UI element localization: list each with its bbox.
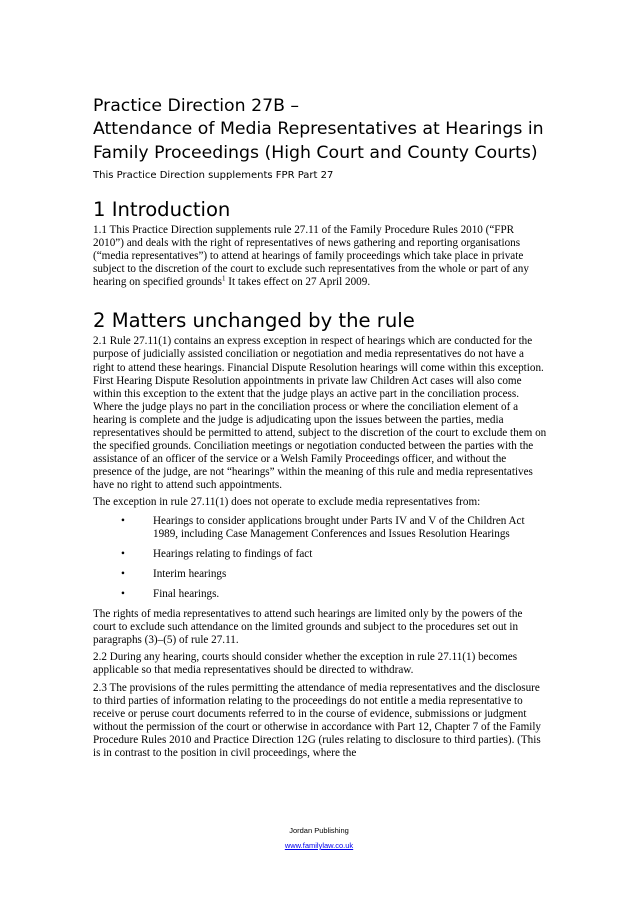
list-item-text: Final hearings.	[153, 587, 220, 600]
paragraph-1-1-text: 1.1 This Practice Direction supplements rule 27.11 of the Family Procedure Rules 2010 (“FPR 2010”) and deals with the right of representatives of news gathering and reporting organisations (“media representatives”) to attend at hearings of family proceedings which take place in private subject to the discretion of the court to exclude such representatives from the whole or part of any hearing on specified grounds	[93, 223, 529, 289]
footnote-marker[interactable]: 1	[222, 274, 226, 283]
paragraph-2-2: 2.2 During any hearing, courts should consider whether the exception in rule 27.11(1) becomes applicable so that media representatives should be directed to withdraw.	[93, 651, 518, 677]
document-title	[93, 95, 547, 165]
list-item	[93, 588, 547, 601]
paragraph-1-1	[93, 224, 547, 289]
list-item	[93, 548, 547, 561]
list-item-text: Hearings to consider applications brought under Parts IV and V of the Children Act 1989, including Case Management Conferences and Issues Resolution Hearings	[153, 514, 525, 540]
title-line-2: Attendance of Media Representatives at Hearings in	[93, 119, 544, 140]
title-line-3: Family Proceedings (High Court and County Courts)	[93, 142, 538, 163]
document-body	[93, 95, 547, 760]
bullet-icon: •	[121, 587, 125, 600]
exception-list	[93, 515, 547, 601]
list-item	[93, 568, 547, 581]
section-2-heading: 2 Matters unchanged by the rule	[93, 309, 415, 333]
bullet-icon: •	[121, 547, 125, 560]
list-item-text: Hearings relating to findings of fact	[153, 547, 313, 560]
footer-website-link[interactable]: www.familylaw.co.uk	[284, 841, 354, 850]
rights-paragraph: The rights of media representatives to attend such hearings are limited only by the powers of the court to exclude such attendance on the limited grounds and subject to the procedures set out in paragraphs (3)–(5) of rule 27.11.	[93, 608, 523, 647]
section-1-heading: 1 Introduction	[93, 197, 231, 221]
list-item-text: Interim hearings	[153, 567, 227, 580]
list-item	[93, 515, 547, 541]
bullet-icon: •	[121, 567, 125, 580]
paragraph-2-1: 2.1 Rule 27.11(1) contains an express exception in respect of hearings which are conducted for the purpose of judicially assisted conciliation or negotiation and media representatives do not have a right to attend these hearings. Financial Dispute Resolution hearings will come within this exception. First Hearing Dispute Resolution appointments in private law Children Act cases will also come within this exception to the extent that the judge plays an active part in the conciliation process. Where the judge plays no part in the conciliation process or where the conciliation element of a hearing is complete and the judge is adjudicating upon the issues between the parties, media representatives should be permitted to attend, subject to the discretion of the court to exclude them on the specified grounds. Conciliation meetings or negotiation conducted between the parties with the assistance of an officer of the service or a Welsh Family Proceedings officer, and without the presence of the judge, are not “hearings” within the meaning of this rule and media representatives have no right to attend such appointments.	[93, 335, 547, 492]
exception-intro: The exception in rule 27.11(1) does not operate to exclude media representatives from:	[93, 496, 481, 509]
paragraph-2-3: 2.3 The provisions of the rules permitting the attendance of media representatives and the disclosure to third parties of information relating to the proceedings do not entitle a media representative to receive or peruse court documents referred to in the course of evidence, submissions or judgment without the permission of the court or otherwise in accordance with Part 12, Chapter 7 of the Family Procedure Rules 2010 and Practice Direction 12G (rules relating to disclosure to third parties). (This is in contrast to the position in civil proceedings, where the	[93, 681, 541, 759]
paragraph-1-1-effective-date: It takes effect on 27 April 2009.	[225, 276, 371, 289]
document-subtitle: This Practice Direction supplements FPR Part 27	[93, 169, 334, 181]
bullet-icon: •	[121, 514, 125, 527]
footer-publisher: Jordan Publishing	[289, 826, 349, 835]
title-line-1: Practice Direction 27B –	[93, 96, 300, 116]
